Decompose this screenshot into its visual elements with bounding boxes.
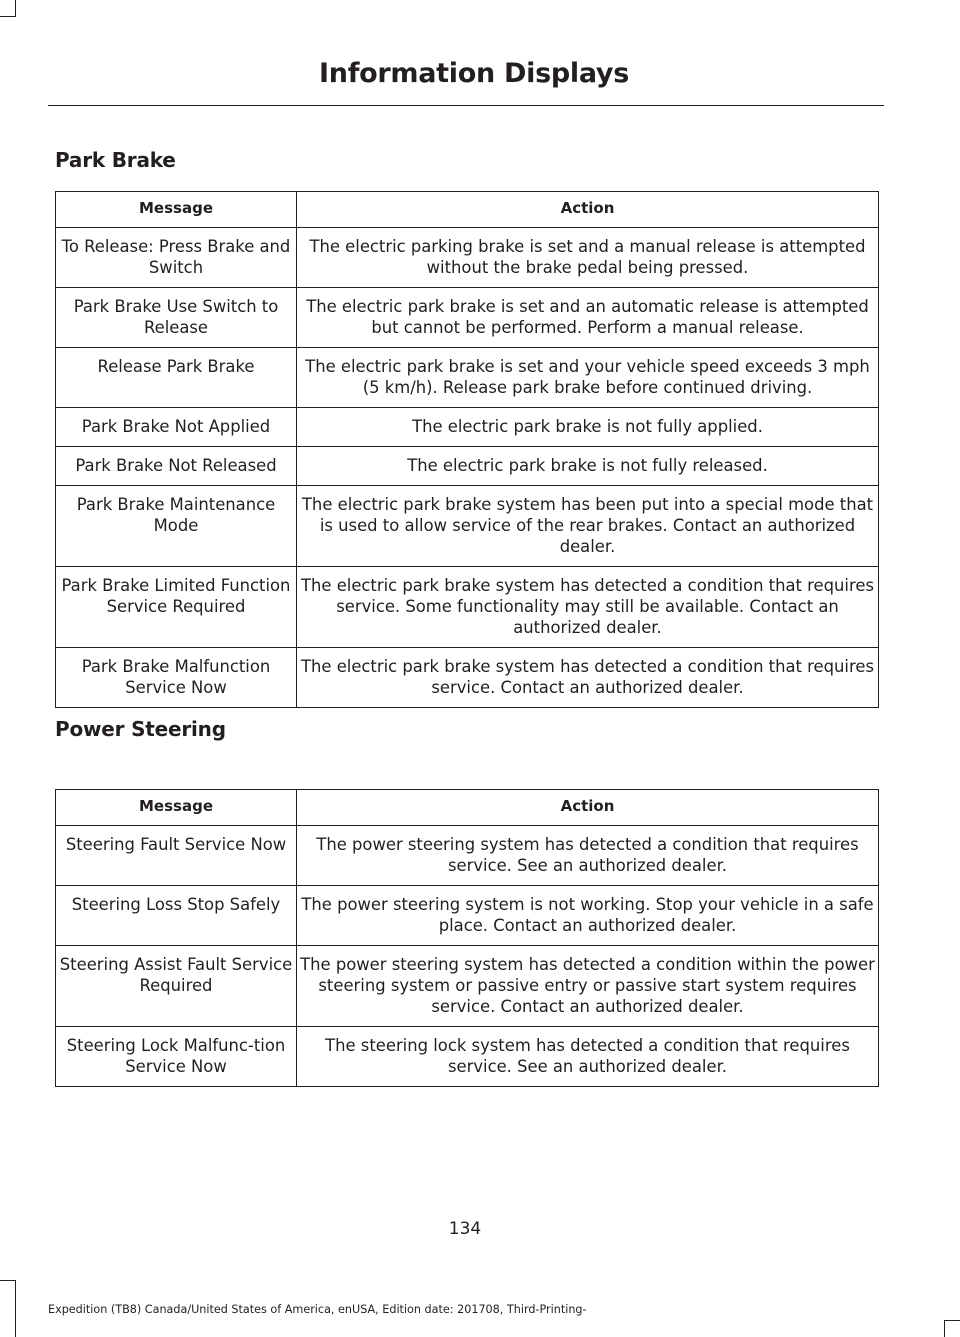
message-cell: Park Brake Limited Function Service Required [56, 567, 297, 648]
page-header-title: Information Displays [319, 58, 629, 89]
message-cell: Steering Lock Malfunc-tion Service Now [56, 1027, 297, 1087]
action-cell: The electric park brake is not fully released. [297, 447, 879, 486]
message-cell: Steering Loss Stop Safely [56, 886, 297, 946]
crop-mark-bottom-right-vertical [944, 1320, 945, 1337]
table-row [56, 648, 879, 708]
message-cell: Park Brake Not Applied [56, 408, 297, 447]
action-cell: The power steering system has detected a condition that requires service. See an authorized dealer. [297, 826, 879, 886]
table-header-row [56, 790, 879, 826]
crop-mark-top-left-horizontal [0, 16, 16, 17]
table-row [56, 288, 879, 348]
action-cell: The electric park brake is set and your vehicle speed exceeds 3 mph (5 km/h). Release park brake before continued driving. [297, 348, 879, 408]
message-cell: Park Brake Not Released [56, 447, 297, 486]
table-row [56, 408, 879, 447]
action-cell: The power steering system is not working. Stop your vehicle in a safe place. Contact an authorized dealer. [297, 886, 879, 946]
crop-mark-bottom-left-horizontal [0, 1280, 16, 1281]
message-cell: Steering Assist Fault Service Required [56, 946, 297, 1027]
table-row [56, 228, 879, 288]
action-cell: The electric parking brake is set and a manual release is attempted without the brake pedal being pressed. [297, 228, 879, 288]
message-cell: Release Park Brake [56, 348, 297, 408]
action-cell: The electric park brake system has been put into a special mode that is used to allow service of the rear brakes. Contact an authorized dealer. [297, 486, 879, 567]
message-cell: Park Brake Use Switch to Release [56, 288, 297, 348]
table-row [56, 826, 879, 886]
table-row [56, 447, 879, 486]
column-header-action: Action [297, 192, 879, 228]
table-row [56, 486, 879, 567]
header-divider [48, 105, 884, 106]
action-cell: The electric park brake system has detected a condition that requires service. Contact an authorized dealer. [297, 648, 879, 708]
message-cell: Park Brake Malfunction Service Now [56, 648, 297, 708]
edition-footer: Expedition (TB8) Canada/United States of America, enUSA, Edition date: 201708, Third-Printing- [48, 1303, 587, 1316]
column-header-action: Action [297, 790, 879, 826]
action-cell: The electric park brake is not fully applied. [297, 408, 879, 447]
table-row [56, 567, 879, 648]
message-cell: Park Brake Maintenance Mode [56, 486, 297, 567]
action-cell: The power steering system has detected a condition within the power steering system or passive entry or passive start system requires service. Contact an authorized dealer. [297, 946, 879, 1027]
power-steering-heading: Power Steering [55, 717, 226, 741]
column-header-message: Message [56, 192, 297, 228]
park-brake-heading: Park Brake [55, 148, 176, 172]
crop-mark-bottom-left-vertical [15, 1280, 16, 1337]
table-header-row [56, 192, 879, 228]
message-cell: Steering Fault Service Now [56, 826, 297, 886]
table-row [56, 886, 879, 946]
table-row [56, 1027, 879, 1087]
column-header-message: Message [56, 790, 297, 826]
table-row [56, 946, 879, 1027]
park-brake-table [55, 191, 879, 708]
action-cell: The electric park brake is set and an automatic release is attempted but cannot be performed. Perform a manual release. [297, 288, 879, 348]
table-row [56, 348, 879, 408]
crop-mark-top-left-vertical [15, 0, 16, 17]
power-steering-table [55, 789, 879, 1087]
message-cell: To Release: Press Brake and Switch [56, 228, 297, 288]
page-number: 134 [448, 1219, 482, 1239]
crop-mark-bottom-right-horizontal [944, 1320, 960, 1321]
action-cell: The electric park brake system has detected a condition that requires service. Some functionality may still be available. Contact an authorized dealer. [297, 567, 879, 648]
action-cell: The steering lock system has detected a condition that requires service. See an authorized dealer. [297, 1027, 879, 1087]
